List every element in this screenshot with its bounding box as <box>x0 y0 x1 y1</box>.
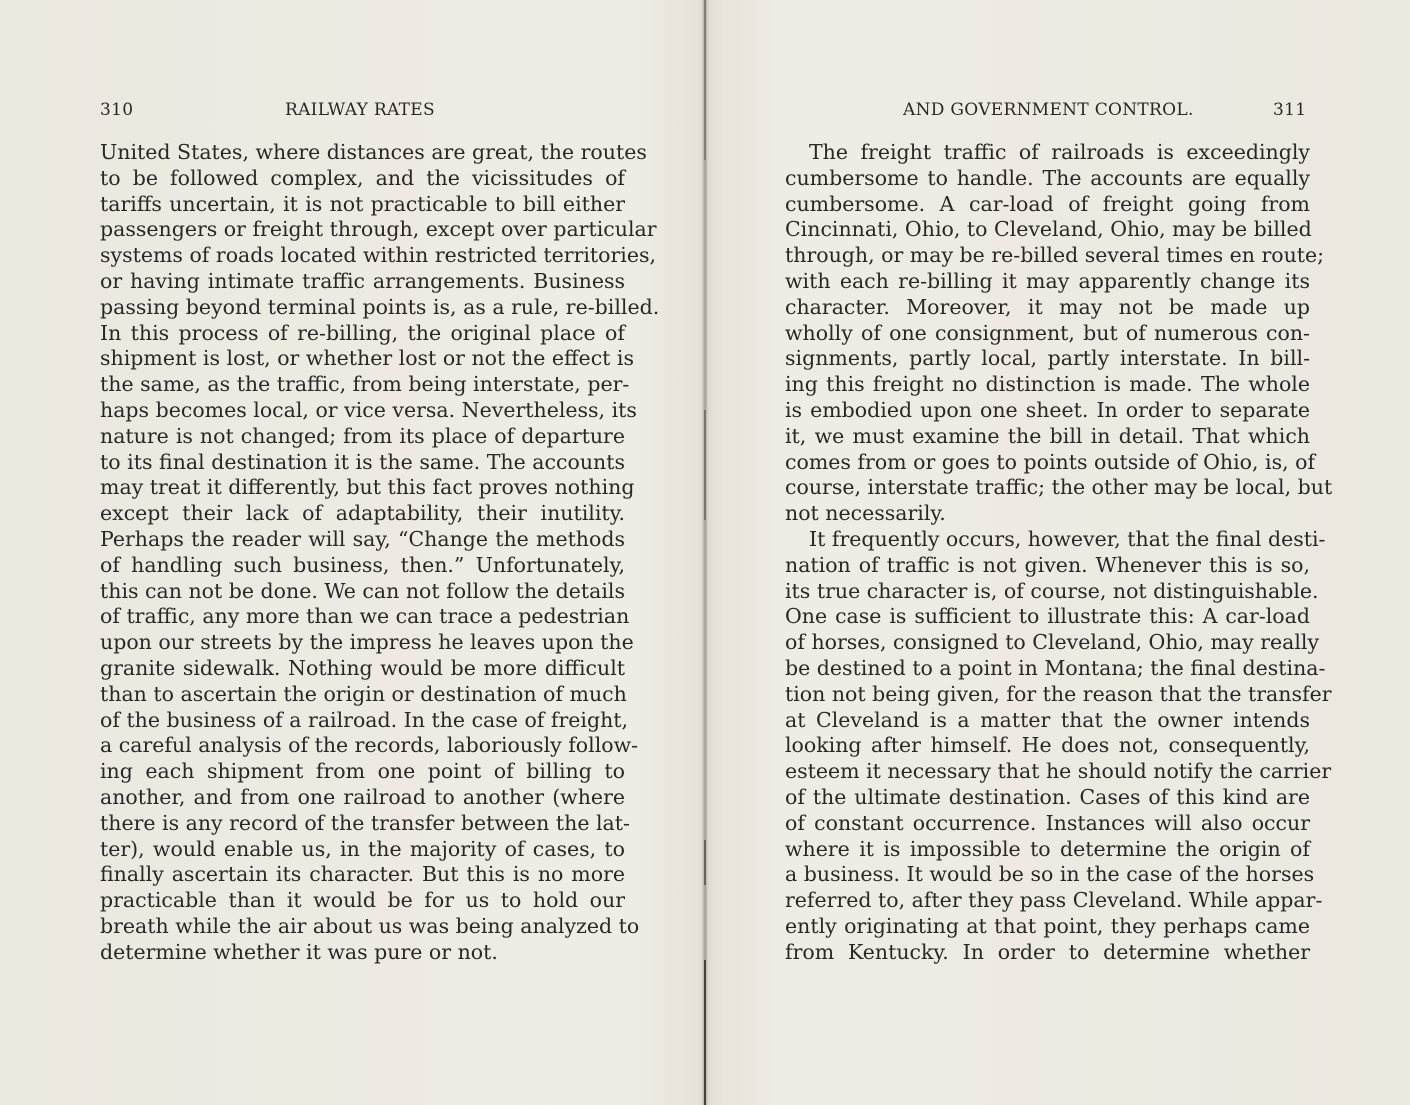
text-line: character. Moreover, it may not be made up <box>785 294 1310 319</box>
text-line: passengers or freight through, except over particular <box>100 217 657 242</box>
text-line: where it is impossible to determine the origin of <box>785 836 1310 861</box>
text-line: shipment is lost, or whether lost or not the effect is <box>100 346 635 371</box>
text-line: One case is sufficient to illustrate this: A car-load <box>785 604 1310 629</box>
text-line: of handling such business, then.” Unfortunately, <box>100 552 625 577</box>
text-line: finally ascertain its character. But this is no more <box>100 862 625 887</box>
gutter-mark <box>704 410 706 520</box>
text-line: through, or may be re-billed several times en route; <box>785 243 1325 268</box>
text-line: of traffic, any more than we can trace a pedestrian <box>100 604 630 629</box>
text-line: ently originating at that point, they perhaps came <box>785 913 1310 938</box>
page-body-text <box>100 140 660 966</box>
text-line: to its final destination it is the same. The accounts <box>100 449 625 474</box>
text-line: from Kentucky. In order to determine whether <box>785 939 1310 964</box>
text-line: cumbersome. A car-load of freight going from <box>785 191 1310 216</box>
text-line: cumbersome to handle. The accounts are equally <box>785 165 1310 190</box>
text-line: tariffs uncertain, it is not practicable to bill either <box>100 191 625 216</box>
text-line: or having intimate traffic arrangements. Business <box>100 268 625 293</box>
text-line: be destined to a point in Montana; the final destina- <box>785 655 1326 680</box>
gutter-mark <box>704 840 706 885</box>
text-line: referred to, after they pass Cleveland. While appar- <box>785 888 1323 913</box>
text-line: tion not being given, for the reason that the transfer <box>785 681 1332 706</box>
text-line: except their lack of adaptability, their inutility. <box>100 501 625 526</box>
text-line: of horses, consigned to Cleveland, Ohio, may really <box>785 630 1320 655</box>
text-line: than to ascertain the origin or destination of much <box>100 681 627 706</box>
text-line: this can not be done. We can not follow the details <box>100 578 626 603</box>
text-line: esteem it necessary that he should notify the carrier <box>785 759 1332 784</box>
text-line: It frequently occurs, however, that the final desti- <box>809 526 1326 551</box>
text-line: ter), would enable us, in the majority of cases, to <box>100 836 625 861</box>
gutter-mark <box>704 960 706 1105</box>
text-line: practicable than it would be for us to hold our <box>100 888 625 913</box>
gutter-mark <box>704 0 706 160</box>
text-line: it, we must examine the bill in detail. That which <box>785 423 1310 448</box>
page-number: 311 <box>1273 100 1307 120</box>
text-line: granite sidewalk. Nothing would be more difficult <box>100 655 625 680</box>
text-line: may treat it differently, but this fact proves nothing <box>100 475 635 500</box>
text-line: there is any record of the transfer between the lat- <box>100 810 630 835</box>
text-line: course, interstate traffic; the other may be local, but <box>785 475 1333 500</box>
text-line: The freight traffic of railroads is exceedingly <box>809 140 1310 164</box>
text-line: ing each shipment from one point of billing to <box>100 759 625 784</box>
page-body-text <box>785 140 1333 966</box>
text-line: Cincinnati, Ohio, to Cleveland, Ohio, may be billed <box>785 217 1312 242</box>
text-line: wholly of one consignment, but of numerous con- <box>785 320 1310 345</box>
text-line: to be followed complex, and the vicissitudes of <box>100 165 625 190</box>
text-line: breath while the air about us was being analyzed to <box>100 913 640 938</box>
text-line: looking after himself. He does not, consequently, <box>785 733 1310 758</box>
text-line: nature is not changed; from its place of departure <box>100 423 625 448</box>
right-page <box>708 0 1410 1105</box>
running-head: RAILWAY RATES <box>285 100 435 120</box>
text-line: the same, as the traffic, from being interstate, per- <box>100 372 630 397</box>
text-line: systems of roads located within restricted territories, <box>100 243 657 268</box>
page-number: 310 <box>100 100 134 120</box>
text-line: determine whether it was pure or not. <box>100 939 498 964</box>
running-head: AND GOVERNMENT CONTROL. <box>903 100 1194 120</box>
text-line: United States, where distances are great, the routes <box>100 140 647 164</box>
text-line: signments, partly local, partly interstate. In bill- <box>785 346 1310 371</box>
text-line: passing beyond terminal points is, as a rule, re-billed. <box>100 294 660 319</box>
text-line: ing this freight no distinction is made. The whole <box>785 372 1310 397</box>
text-line: of the ultimate destination. Cases of this kind are <box>785 784 1310 809</box>
text-line: nation of traffic is not given. Whenever this is so, <box>785 552 1310 577</box>
text-line: with each re-billing it may apparently change its <box>785 268 1310 293</box>
text-line: of constant occurrence. Instances will also occur <box>785 810 1310 835</box>
text-line: Perhaps the reader will say, “Change the methods <box>100 526 625 551</box>
text-line: at Cleveland is a matter that the owner intends <box>785 707 1310 732</box>
text-line: of the business of a railroad. In the case of freight, <box>100 707 629 732</box>
text-line: another, and from one railroad to another (where <box>100 784 625 809</box>
text-line: a careful analysis of the records, laboriously follow- <box>100 733 639 758</box>
text-line: its true character is, of course, not distinguishable. <box>785 578 1319 603</box>
left-page <box>0 0 702 1105</box>
text-line: upon our streets by the impress he leaves upon the <box>100 630 634 655</box>
text-line: is embodied upon one sheet. In order to separate <box>785 397 1310 422</box>
text-line: In this process of re-billing, the original place of <box>100 320 625 345</box>
text-line: a business. It would be so in the case of the horses <box>785 862 1315 887</box>
text-line: haps becomes local, or vice versa. Nevertheless, its <box>100 397 637 422</box>
text-line: not necessarily. <box>785 501 946 526</box>
text-line: comes from or goes to points outside of Ohio, is, of <box>785 449 1316 474</box>
